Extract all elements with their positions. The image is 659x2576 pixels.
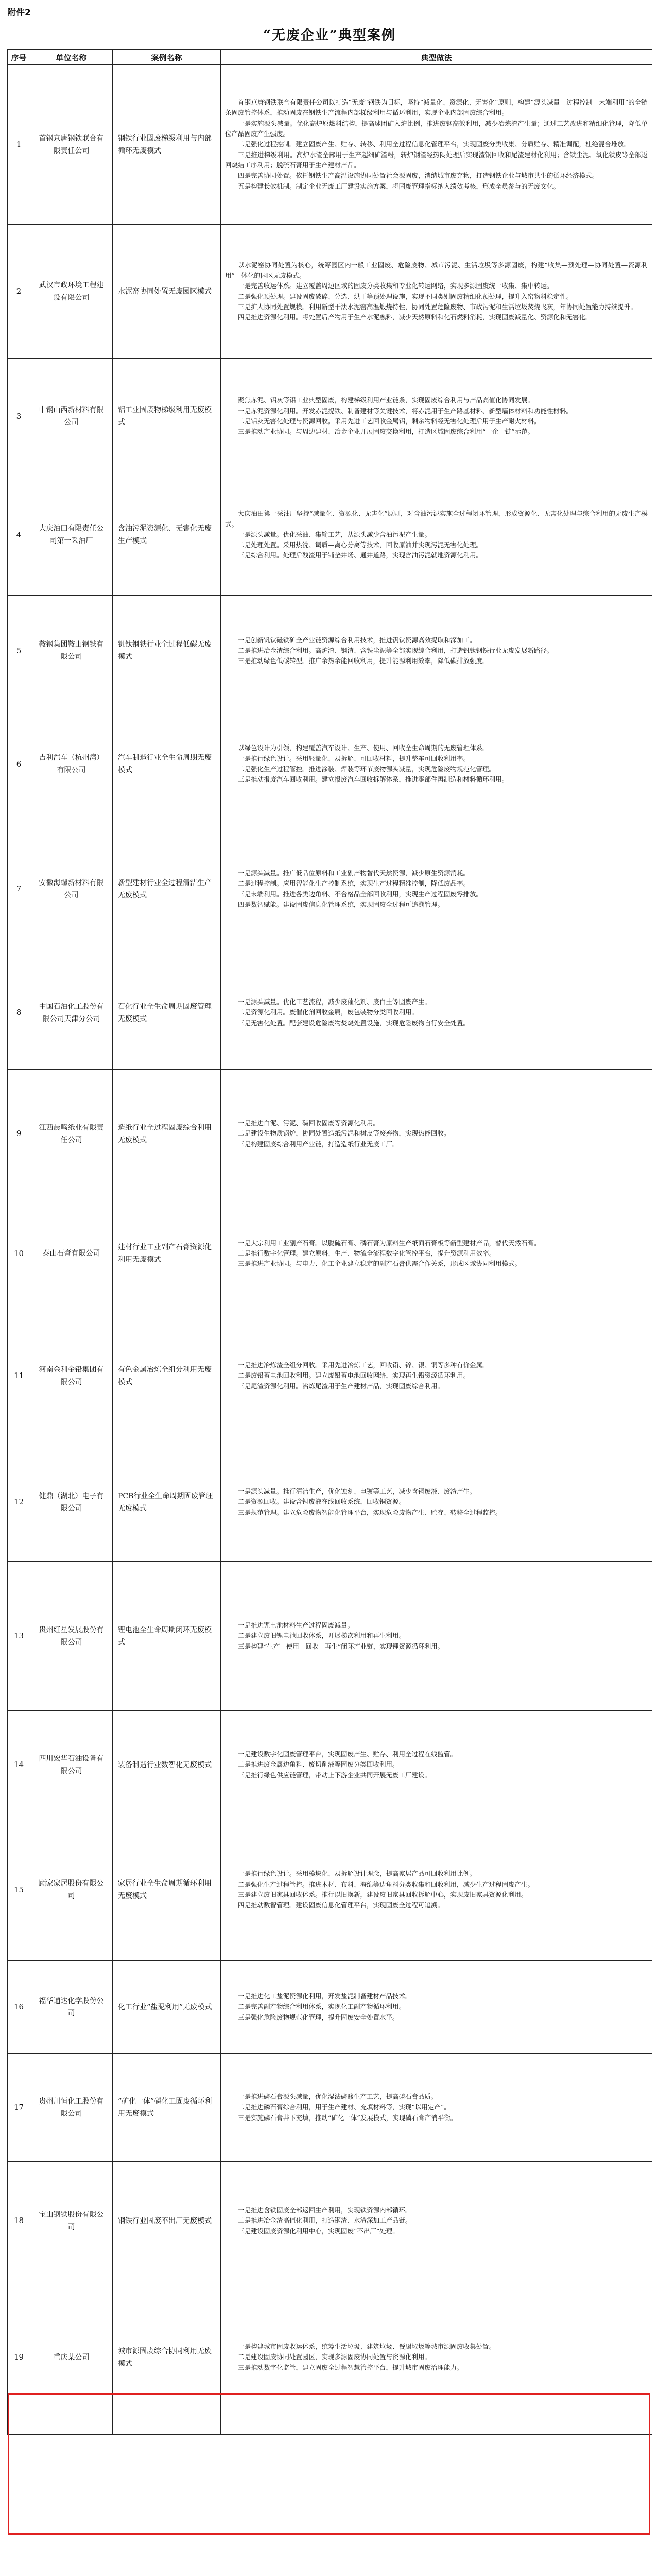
table-row — [8, 1070, 652, 1198]
practice-paragraph: 四是数智赋能。建设固废信息化管理系统，实现固废全过程可追溯管理。 — [238, 900, 444, 908]
company-name: 首钢京唐钢铁联合有限责任公司 — [30, 65, 113, 225]
practice-paragraph: 一是推行绿色设计。采用轻量化、易拆解、可回收材料，提升整车可回收利用率。 — [238, 754, 470, 762]
practice-paragraph: 四是推动数智管理。建设固废信息化管理平台，实现固废全过程可追溯。 — [238, 1901, 444, 1909]
practice-description — [221, 596, 652, 706]
company-name: 武汉市政环境工程建设有限公司 — [30, 225, 113, 359]
attachment-label: 附件2 — [7, 8, 31, 18]
practice-paragraph: 二是强化预处理。建设固废破碎、分选、烘干等预处理设施，实现不同类别固废精细化预处理，提升入窑物料稳定性。 — [238, 292, 573, 300]
practice-paragraph: 一是实施源头减量。优化高炉原燃料结构，提高球团矿入炉比例，推进废钢高效利用，减少冶炼渣产生量；通过工艺改进和精细化管理，降低单位产品固废产生强度。 — [225, 119, 648, 138]
practice-paragraph: 三是推进产业协同。与电力、化工企业建立稳定的副产石膏供需合作关系，形成区域协同利用模式。 — [238, 1260, 522, 1268]
table-row — [8, 359, 652, 474]
practice-paragraph: 三是推动产业协同。与周边建材、冶金企业开展固废交换利用，打造区域固废综合利用“一企一链”示范。 — [238, 428, 534, 436]
header-case: 案例名称 — [113, 50, 221, 65]
practice-description — [221, 822, 652, 956]
row-index: 18 — [8, 2162, 30, 2280]
table-row — [8, 65, 652, 225]
row-index: 7 — [8, 822, 30, 956]
practice-paragraph: 以绿色设计为引领，构建覆盖汽车设计、生产、使用、回收全生命周期的无废管理体系。 — [238, 744, 489, 752]
practice-paragraph: 二是推进废金属边角料、废切削液等固废分类回收利用。 — [238, 1760, 399, 1769]
case-name: 铝工业固废物梯级利用无废模式 — [113, 359, 221, 474]
practice-description — [221, 1198, 652, 1309]
practice-description — [221, 2162, 652, 2280]
practice-paragraph: 五是构建长效机制。制定企业无废工厂建设实施方案，将固废管理指标纳入绩效考核，形成全员参与的无废文化。 — [238, 182, 560, 190]
company-name: 安徽海螺新材料有限公司 — [30, 822, 113, 956]
practice-paragraph: 三是强化危险废物规范化管理，提升固废安全处置水平。 — [238, 2013, 399, 2021]
case-name: PCB行业全生命周期固废管理无废模式 — [113, 1443, 221, 1562]
case-name: 汽车制造行业全生命周期无废模式 — [113, 706, 221, 822]
company-name: 贵州川恒化工股份有限公司 — [30, 2054, 113, 2162]
practice-paragraph: 二是废铅蓄电池回收利用。建立废铅蓄电池回收网络，实现再生铅资源循环利用。 — [238, 1371, 470, 1380]
practice-paragraph: 三是实施磷石膏井下充填，推动“矿化一体”发展模式，实现磷石膏产消平衡。 — [238, 2113, 457, 2122]
case-name: 钢铁行业固废梯级利用与内部循环无废模式 — [113, 65, 221, 225]
practice-description — [221, 1562, 652, 1711]
practice-paragraph: 一是推进含铁固废全部返回生产利用，实现铁资源内部循环。 — [238, 2206, 412, 2214]
case-name: 家居行业全生命周期循环利用无废模式 — [113, 1819, 221, 1961]
practice-paragraph: 三是末端利用。推进各类边角料、不合格品全部回收利用，实现生产过程固废零排放。 — [238, 890, 483, 898]
practice-paragraph: 一是源头减量。优化工艺流程，减少废催化剂、废白土等固废产生。 — [238, 998, 431, 1006]
table-row — [8, 1819, 652, 1961]
practice-paragraph: 大庆油田第一采油厂坚持“减量化、资源化、无害化”原则，对含油污泥实施全过程闭环管理，形成资源化、无害化处理与综合利用的无废生产模式。 — [225, 510, 648, 528]
table-row — [8, 2280, 652, 2435]
company-name: 重庆某公司 — [30, 2280, 113, 2435]
table-row — [8, 822, 652, 956]
practice-paragraph: 三是规范管理。建立危险废物智能化管理平台，实现危险废物产生、贮存、转移全过程监控。 — [238, 1508, 502, 1516]
practice-paragraph: 三是推动绿色低碳转型。推广余热余能回收利用，提升能源利用效率，降低碳排放强度。 — [238, 657, 489, 665]
practice-paragraph: 二是资源回收。建设含铜废液在线回收系统，回收铜资源。 — [238, 1498, 406, 1506]
case-name: 装备制造行业数智化无废模式 — [113, 1711, 221, 1819]
practice-paragraph: 三是综合利用。处理后残渣用于铺垫井场、通井道路，实现含油污泥就地资源化利用。 — [238, 551, 483, 560]
company-name: 吉利汽车（杭州湾）有限公司 — [30, 706, 113, 822]
row-index: 14 — [8, 1711, 30, 1819]
practice-description — [221, 1711, 652, 1819]
row-index: 5 — [8, 596, 30, 706]
table-row — [8, 706, 652, 822]
practice-description — [221, 956, 652, 1070]
company-name: 福华通达化学股份公司 — [30, 1961, 113, 2054]
practice-paragraph: 二是推进冶金渣综合利用。高炉渣、钢渣、含铁尘泥等全部实现综合利用，打造钒钛钢铁行业无废发展新路径。 — [238, 646, 553, 654]
practice-description — [221, 1309, 652, 1443]
case-name: 钒钛钢铁行业全过程低碳无废模式 — [113, 596, 221, 706]
table-row — [8, 1309, 652, 1443]
practice-paragraph: 三是推进梯级利用。高炉水渣全部用于生产超细矿渣粉，转炉钢渣经热闷处理后实现渣钢回收和尾渣建材化利用；含铁尘泥、氧化铁皮等全部返回烧结工序利用；脱硫石膏用于生产建材产品。 — [225, 150, 648, 169]
company-name: 健鼎（湖北）电子有限公司 — [30, 1443, 113, 1562]
company-name: 中钢山西新材料有限公司 — [30, 359, 113, 474]
case-name: 锂电池全生命周期闭环无废模式 — [113, 1562, 221, 1711]
table-row — [8, 225, 652, 359]
company-name: 宝山钢铁股份有限公司 — [30, 2162, 113, 2280]
practice-paragraph: 一是推进磷石膏源头减量，优化湿法磷酸生产工艺，提高磷石膏品质。 — [238, 2093, 438, 2101]
practice-paragraph: 二是完善副产物综合利用体系，实现化工副产物循环利用。 — [238, 2003, 406, 2011]
row-index: 15 — [8, 1819, 30, 1961]
practice-paragraph: 二是资源化利用。废催化剂回收金属，废包装物分类回收利用。 — [238, 1008, 419, 1016]
row-index: 19 — [8, 2280, 30, 2435]
row-index: 3 — [8, 359, 30, 474]
practice-paragraph: 一是创新钒钛磁铁矿全产业链资源综合利用技术，推进钒钛资源高效提取和深加工。 — [238, 636, 476, 644]
practice-description — [221, 225, 652, 359]
practice-paragraph: 二是强化生产过程管控。推进涂装、焊装等环节废物源头减量，实现危险废物规范化管理。 — [238, 765, 496, 773]
case-name: 新型建材行业全过程清洁生产无废模式 — [113, 822, 221, 956]
practice-paragraph: 一是推进白泥、污泥、碱回收固废等资源化利用。 — [238, 1119, 380, 1127]
practice-paragraph: 二是推行数字化管理。建立原料、生产、物流全流程数字化管控平台，提升资源利用效率。 — [238, 1249, 496, 1257]
row-index: 2 — [8, 225, 30, 359]
practice-paragraph: 三是推动数字化监管，建立固废全过程智慧管控平台，提升城市固废治理能力。 — [238, 2363, 463, 2371]
practice-paragraph: 二是铝灰无害化处理与资源回收。采用先进工艺回收金属铝，剩余物料经无害化处理后用于生产耐火材料。 — [238, 417, 541, 425]
practice-description — [221, 474, 652, 596]
case-name: 水泥窑协同处置无废园区模式 — [113, 225, 221, 359]
case-name: 石化行业全生命周期固废管理无废模式 — [113, 956, 221, 1070]
header-index: 序号 — [8, 50, 30, 65]
practice-paragraph: 三是推行绿色供应链管理，带动上下游企业共同开展无废工厂建设。 — [238, 1771, 431, 1779]
practice-paragraph: 三是扩大协同处置规模。利用新型干法水泥窑高温煅烧特性，协同处置危险废物、市政污泥和生活垃圾焚烧飞灰，年协同处置能力持续提升。 — [238, 302, 637, 311]
practice-paragraph: 一是大宗利用工业副产石膏。以脱硫石膏、磷石膏为原料生产纸面石膏板等新型建材产品，替代天然石膏。 — [238, 1239, 541, 1247]
table-row — [8, 2054, 652, 2162]
practice-paragraph: 二是强化过程控制。建立固废产生、贮存、转移、利用全过程信息化管理平台，实现固废分类收集、分质贮存、精准调配，杜绝混合堆放。 — [238, 140, 631, 148]
row-index: 4 — [8, 474, 30, 596]
company-name: 四川宏华石油设备有限公司 — [30, 1711, 113, 1819]
case-name: 城市源固废综合协同利用无废模式 — [113, 2280, 221, 2435]
case-name: 造纸行业全过程固废综合利用无废模式 — [113, 1070, 221, 1198]
practice-paragraph: 三是建设固废资源化利用中心，实现固废“不出厂”处理。 — [238, 2227, 399, 2235]
practice-paragraph: 一是源头减量。推行清洁生产，优化蚀刻、电镀等工艺，减少含铜废液、废渣产生。 — [238, 1487, 476, 1496]
table-row — [8, 1562, 652, 1711]
table-header-row — [8, 50, 652, 65]
case-table — [7, 49, 652, 2435]
row-index: 1 — [8, 65, 30, 225]
practice-paragraph: 一是建设数字化固废管理平台，实现固废产生、贮存、利用全过程在线监管。 — [238, 1750, 457, 1758]
practice-description — [221, 1443, 652, 1562]
row-index: 12 — [8, 1443, 30, 1562]
company-name: 大庆油田有限责任公司第一采油厂 — [30, 474, 113, 596]
practice-paragraph: 二是强化生产过程管控。推进木材、布料、海绵等边角料分类收集和回收利用，减少生产过程固废产生。 — [238, 1880, 534, 1888]
practice-paragraph: 三是建立废旧家具回收体系。推行以旧换新，建设废旧家具回收拆解中心，实现废旧家具资源化利用。 — [238, 1891, 528, 1899]
table-body — [8, 65, 652, 2435]
practice-paragraph: 三是构建“生产—使用—回收—再生”闭环产业链，实现锂资源循环利用。 — [238, 1642, 444, 1650]
table-row — [8, 1711, 652, 1819]
practice-paragraph: 四是完善协同处置。依托钢铁生产高温设施协同处置社会源固废，消纳城市废弃物，打造钢铁企业与城市共生的循环经济模式。 — [238, 172, 599, 180]
practice-paragraph: 一是赤泥资源化利用。开发赤泥提铁、制备建材等关键技术，将赤泥用于生产路基材料、新型墙体材料和功能性材料。 — [238, 406, 573, 415]
practice-paragraph: 二是推进冶金渣高值化利用，打造钢渣、水渣深加工产品链。 — [238, 2216, 412, 2225]
practice-paragraph: 首钢京唐钢铁联合有限责任公司以打造“无废”钢铁为目标，坚持“减量化、资源化、无害化”原则，构建“源头减量—过程控制—末端利用”的全链条固废管控体系，推动固废在钢铁生产流程内部梯级利用与循环利用，实现企业内部固废综合利用。 — [225, 98, 648, 117]
practice-description — [221, 359, 652, 474]
practice-paragraph: 一是推进锂电池材料生产过程固废减量。 — [238, 1621, 354, 1630]
practice-description — [221, 1961, 652, 2054]
table-row — [8, 1198, 652, 1309]
case-name: 有色金属冶炼全组分利用无废模式 — [113, 1309, 221, 1443]
practice-paragraph: 二是建立废旧锂电池回收体系，开展梯次利用和再生利用。 — [238, 1632, 406, 1640]
table-row — [8, 956, 652, 1070]
table-row — [8, 1961, 652, 2054]
company-name: 河南金利金铅集团有限公司 — [30, 1309, 113, 1443]
practice-paragraph: 四是推进资源化利用。将处置后产物用于生产水泥熟料，减少天然原料和化石燃料消耗，实现固废减量化、资源化和无害化。 — [238, 313, 592, 321]
practice-paragraph: 一是完善收运体系。建立覆盖周边区域的固废分类收集和专业化转运网络，实现多源固废统一收集、集中转运。 — [238, 282, 553, 290]
practice-description — [221, 2054, 652, 2162]
row-index: 11 — [8, 1309, 30, 1443]
row-index: 6 — [8, 706, 30, 822]
table-row — [8, 1443, 652, 1562]
practice-paragraph: 一是构建城市固废收运体系，统筹生活垃圾、建筑垃圾、餐厨垃圾等城市源固废收集处置。 — [238, 2343, 496, 2351]
row-index: 8 — [8, 956, 30, 1070]
case-name: “矿化一体”磷化工固废循环利用无废模式 — [113, 2054, 221, 2162]
practice-paragraph: 三是尾渣资源化利用。冶炼尾渣用于生产建材产品，实现固废综合利用。 — [238, 1382, 444, 1390]
practice-description — [221, 2280, 652, 2435]
practice-description — [221, 65, 652, 225]
row-index: 10 — [8, 1198, 30, 1309]
company-name: 顾家家居股份有限公司 — [30, 1819, 113, 1961]
practice-paragraph: 一是推进化工盐泥资源化利用，开发盐泥制备建材产品技术。 — [238, 1992, 412, 2001]
practice-paragraph: 一是推进冶炼渣全组分回收。采用先进冶炼工艺，回收铅、锌、银、铜等多种有价金属。 — [238, 1361, 489, 1369]
practice-paragraph: 聚焦赤泥、铝灰等铝工业典型固废，构建梯级利用产业链条，实现固废综合利用与产品高值化协同发展。 — [238, 396, 534, 404]
company-name: 泰山石膏有限公司 — [30, 1198, 113, 1309]
case-name: 建材行业工业副产石膏资源化利用无废模式 — [113, 1198, 221, 1309]
practice-paragraph: 三是构建固废综合利用产业链，打造造纸行业无废工厂。 — [238, 1140, 399, 1148]
practice-paragraph: 二是建设固废协同处置园区，实现多源固废协同处置与资源化利用。 — [238, 2353, 431, 2361]
case-name: 钢铁行业固废不出厂无废模式 — [113, 2162, 221, 2280]
table-row — [8, 596, 652, 706]
case-name: 化工行业“盐泥利用”无废模式 — [113, 1961, 221, 2054]
row-index: 13 — [8, 1562, 30, 1711]
company-name: 江西晨鸣纸业有限责任公司 — [30, 1070, 113, 1198]
practice-paragraph: 二是推进磷石膏综合利用，用于生产建材、充填材料等，实现“以用定产”。 — [238, 2103, 450, 2111]
practice-description — [221, 1819, 652, 1961]
practice-paragraph: 二是过程控制。应用智能化生产控制系统，实现生产过程精准控制，降低废品率。 — [238, 879, 470, 888]
practice-paragraph: 一是推行绿色设计。采用模块化、易拆解设计理念，提高家居产品可回收利用比例。 — [238, 1870, 476, 1878]
practice-paragraph: 以水泥窑协同处置为核心，统筹园区内一般工业固废、危险废物、城市污泥、生活垃圾等多源固废，构建“收集—预处理—协同处置—资源利用”一体化的园区无废模式。 — [225, 261, 648, 279]
page-title: “无废企业”典型案例 — [263, 28, 396, 43]
row-index: 9 — [8, 1070, 30, 1198]
practice-paragraph: 二是处理处置。采用热洗、调质—离心分离等技术，回收原油并实现污泥无害化处理。 — [238, 541, 483, 549]
practice-paragraph: 二是建设生物质锅炉，协同处置造纸污泥和树皮等废弃物，实现热能回收。 — [238, 1129, 450, 1138]
practice-paragraph: 一是源头减量。推广低品位原料和工业副产物替代天然资源，减少原生资源消耗。 — [238, 869, 470, 877]
row-index: 17 — [8, 2054, 30, 2162]
row-index: 16 — [8, 1961, 30, 2054]
company-name: 鞍钢集团鞍山钢铁有限公司 — [30, 596, 113, 706]
table-row — [8, 474, 652, 596]
table-row — [8, 2162, 652, 2280]
company-name: 贵州红星发展股份有限公司 — [30, 1562, 113, 1711]
practice-paragraph: 一是源头减量。优化采油、集输工艺，从源头减少含油污泥产生量。 — [238, 530, 431, 538]
practice-paragraph: 三是推动报废汽车回收利用。建立报废汽车回收拆解体系，推进零部件再制造和材料循环利用。 — [238, 775, 509, 784]
practice-description — [221, 1070, 652, 1198]
header-company: 单位名称 — [30, 50, 113, 65]
case-name: 含油污泥资源化、无害化无废生产模式 — [113, 474, 221, 596]
practice-paragraph: 三是无害化处置。配套建设危险废物焚烧处置设施，实现危险废物自行安全处置。 — [238, 1019, 470, 1027]
header-practice: 典型做法 — [221, 50, 652, 65]
company-name: 中国石油化工股份有限公司天津分公司 — [30, 956, 113, 1070]
practice-description — [221, 706, 652, 822]
